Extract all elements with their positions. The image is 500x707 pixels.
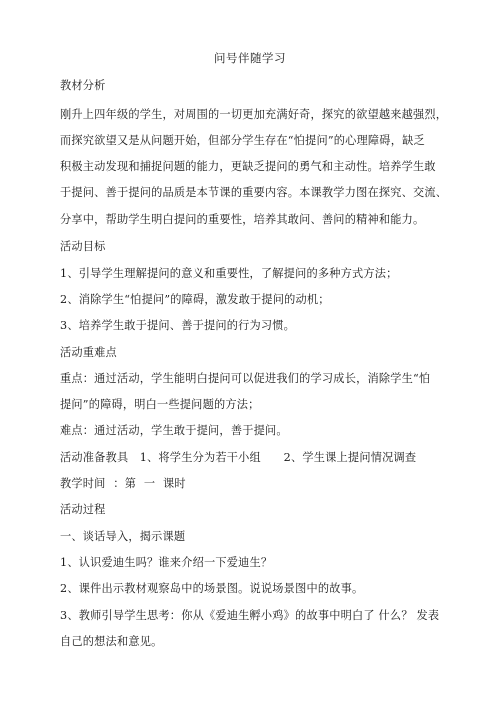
subsection-heading: 一、谈话导入，揭示课题: [60, 530, 186, 543]
list-item: 1、认识爱迪生吗？谁来介绍一下爱迪生？: [60, 556, 273, 569]
paragraph-line: 重点：通过活动，学生能明白提问可以促进我们的学习成长，消除学生“怕: [60, 372, 431, 385]
paragraph-line: 自己的想法和意见。: [60, 635, 163, 648]
paragraph-line: 难点：通过活动，学生敢于提问，善于提问。: [60, 424, 288, 437]
page-title: 问号伴随学习: [214, 51, 286, 65]
paragraph-line-time: 教学时间 ：第 一 课时: [60, 477, 186, 490]
paragraph-line: 积极主动发现和捕捉问题的能力，更缺乏提问的勇气和主动性。培养学生敢: [60, 160, 436, 173]
list-item: 3、教师引导学生思考：你从《爱迪生孵小鸡》的故事中明白了 什么？ 发表: [60, 609, 440, 622]
section-heading-key-points: 活动重难点: [60, 346, 117, 359]
list-item: 2、消除学生“怕提问”的障碍，激发敢于提问的动机；: [60, 293, 330, 306]
list-item: 2、课件出示教材观察岛中的场景图。说说场景图中的故事。: [60, 582, 364, 595]
list-item: 3、培养学生敢于提问、善于提问的行为习惯。: [60, 319, 296, 332]
list-item: 1、引导学生理解提问的意义和重要性，了解提问的多种方式方法；: [60, 267, 398, 280]
paragraph-line: 分享中，帮助学生明白提问的重要性，培养其敢问、善问的精神和能力。: [60, 213, 425, 226]
paragraph-line: 提问”的障碍，明白一些提问题的方法；: [60, 398, 260, 411]
section-heading-process: 活动过程: [60, 503, 106, 516]
paragraph-line: 于提问、善于提问的品质是本节课的重要内容。本课教学力图在探究、交流、: [60, 186, 448, 199]
paragraph-line-preparation: 活动准备教具 1、将学生分为若干小组 2、学生课上提问情况调查: [60, 451, 417, 464]
paragraph-line: 刚升上四年级的学生，对周围的一切更加充满好奇，探究的欲望越来越强烈，: [60, 108, 448, 121]
section-heading-analysis: 教材分析: [60, 79, 106, 92]
paragraph-line: 而探究欲望又是从问题开始，但部分学生存在“怕提问”的心理障碍，缺乏: [60, 134, 425, 147]
section-heading-goals: 活动目标: [60, 240, 106, 253]
